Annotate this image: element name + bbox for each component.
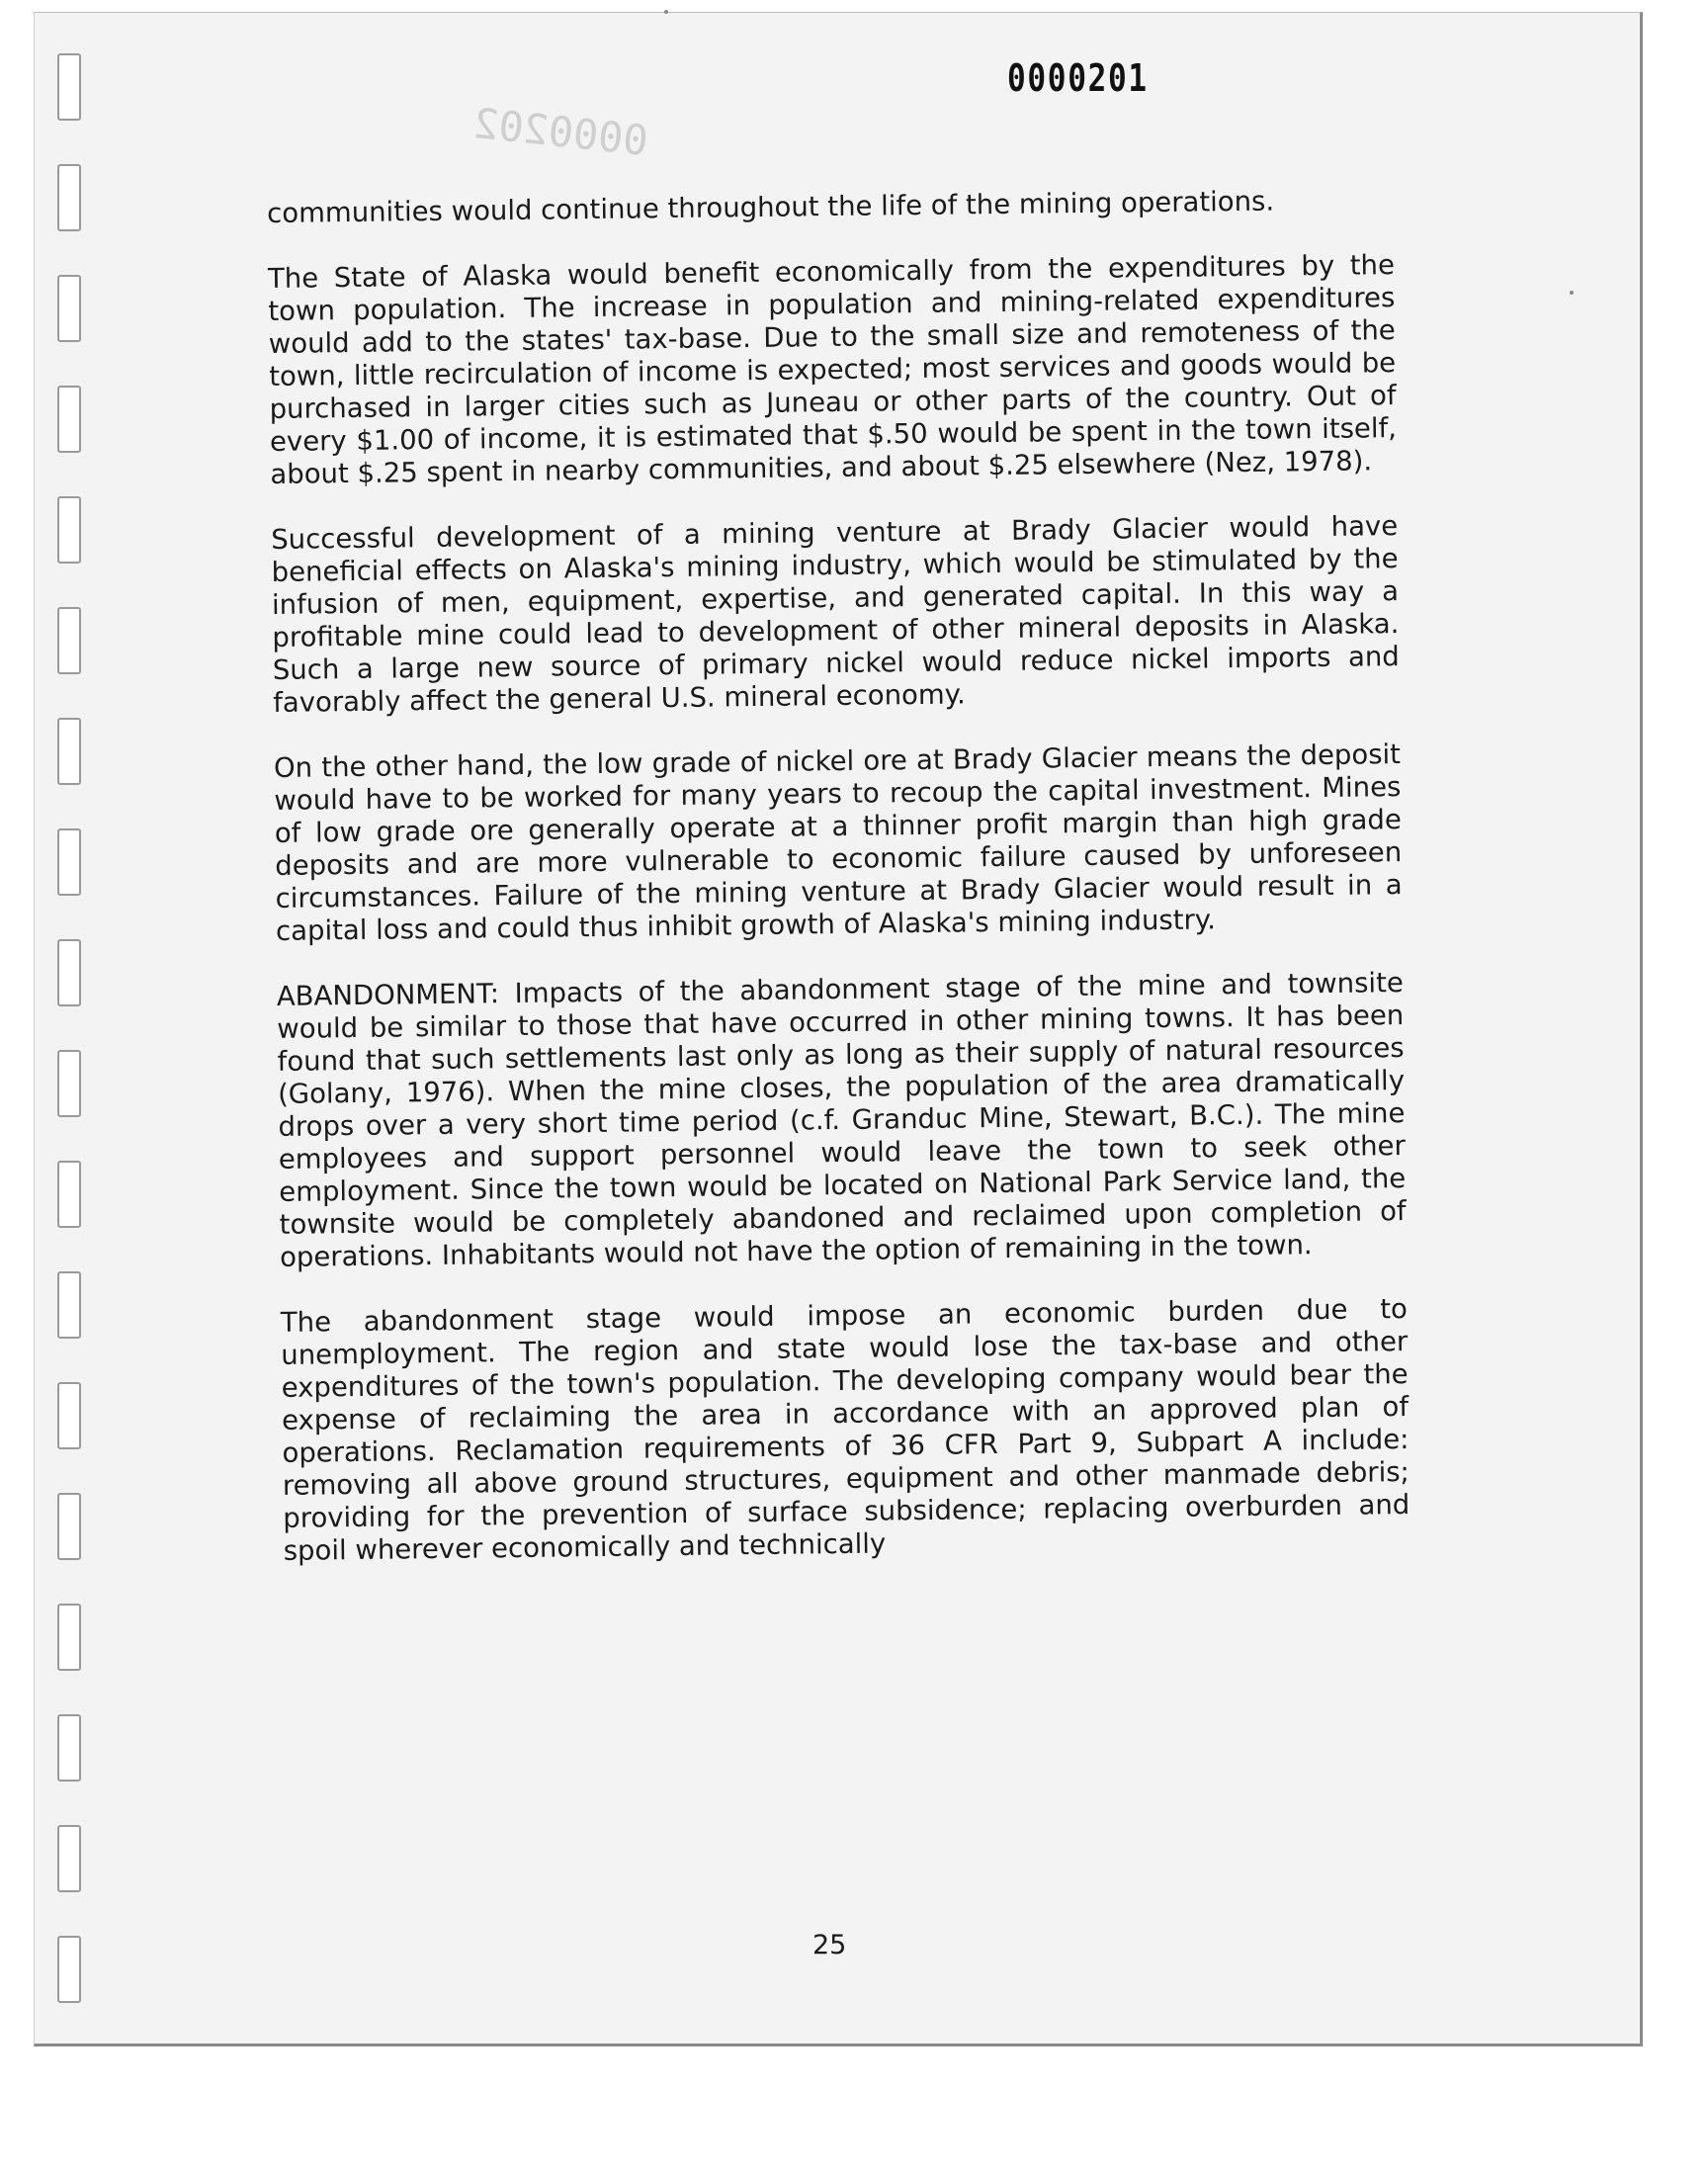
binder-hole: [57, 275, 81, 342]
paragraph-successful-development: Successful development of a mining venture at Brady Glacier would have beneficial effects on Alaska's mining industry, which would be stimulated by the infusion of men, equipment, expertise, and generated capital. In this way a profitable mine could lead to development of other mineral deposits in Alaska. Such a large new source of primary nickel would reduce nickel imports and favorably affect the general U.S. mineral economy.: [271, 510, 1400, 719]
binder-hole: [57, 1936, 81, 2003]
document-body: [267, 184, 1410, 1601]
binder-hole: [57, 164, 81, 231]
bleed-through-page-id: 0000202: [470, 98, 651, 166]
binder-hole: [57, 607, 81, 674]
paragraph-economic-burden: The abandonment stage would impose an economic burden due to unemployment. The region and state would lose the tax-base and other expenditures of the town's population. The developing company would bear the expense of reclaiming the area in accordance with an approved plan of operations. Reclamation requirements of 36 CFR Part 9, Subpart A include: removing all above ground structures, equipment and other manmade debris; providing for the prevention of surface subsidence; replacing overburden and spoil wherever economically and technically: [280, 1292, 1410, 1567]
binder-hole: [57, 1493, 81, 1560]
paragraph-abandonment: ABANDONMENT: Impacts of the abandonment stage of the mine and townsite would be similar to those that have occurred in other mining towns. It has been found that such settlements last only as long as their supply of natural resources (Golany, 1976). When the mine closes, the population of the area dramatically drops over a very short time period (c.f. Granduc Mine, Stewart, B.C.). The mine employees and support personnel would leave the town to seek other employment. Since the town would be located on National Park Service land, the townsite would be completely abandoned and reclaimed upon completion of operations. Inhabitants would not have the option of remaining in the town.: [276, 967, 1407, 1273]
binder-hole: [57, 1825, 81, 1892]
paragraph-low-grade-ore: On the other hand, the low grade of nickel ore at Brady Glacier means the deposit would have to be worked for many years to recoup the capital investment. Mines of low grade ore generally operate at a thinner profit margin than high grade deposits and are more vulnerable to economic failure caused by unforeseen circumstances. Failure of the mining venture at Brady Glacier would result in a capital loss and could thus inhibit growth of Alaska's mining industry.: [273, 739, 1403, 947]
binder-hole: [57, 1050, 81, 1117]
binder-hole: [57, 53, 81, 121]
binder-hole: [57, 386, 81, 453]
binder-hole: [57, 828, 81, 896]
binder-holes: [57, 49, 87, 2027]
binder-hole: [57, 1604, 81, 1671]
binder-hole: [57, 1382, 81, 1449]
binder-hole: [57, 496, 81, 564]
binder-hole: [57, 1714, 81, 1782]
document-page-id: 0000201: [1007, 56, 1149, 100]
binder-hole: [57, 939, 81, 1006]
scan-speck: [664, 10, 668, 14]
binder-hole: [57, 1271, 81, 1339]
scan-speck: [1570, 291, 1574, 295]
paragraph-communities: communities would continue throughout the life of the mining operations.: [267, 185, 1275, 229]
paragraph-state-benefit: The State of Alaska would benefit economically from the expenditures by the town population. The increase in population and mining-related expenditures would add to the states' tax-base. Due to the small size and remoteness of the town, little recirculation of income is expected; most services and goods would be purchased in larger cities such as Juneau or other parts of the country. Out of every $1.00 of income, it is estimated that $.50 would be spent in the town itself, about $.25 spent in nearby communities, and about $.25 elsewhere (Nez, 1978).: [267, 249, 1398, 490]
binder-hole: [57, 1161, 81, 1228]
page-footer-number: 25: [812, 1930, 847, 1960]
binder-hole: [57, 718, 81, 785]
